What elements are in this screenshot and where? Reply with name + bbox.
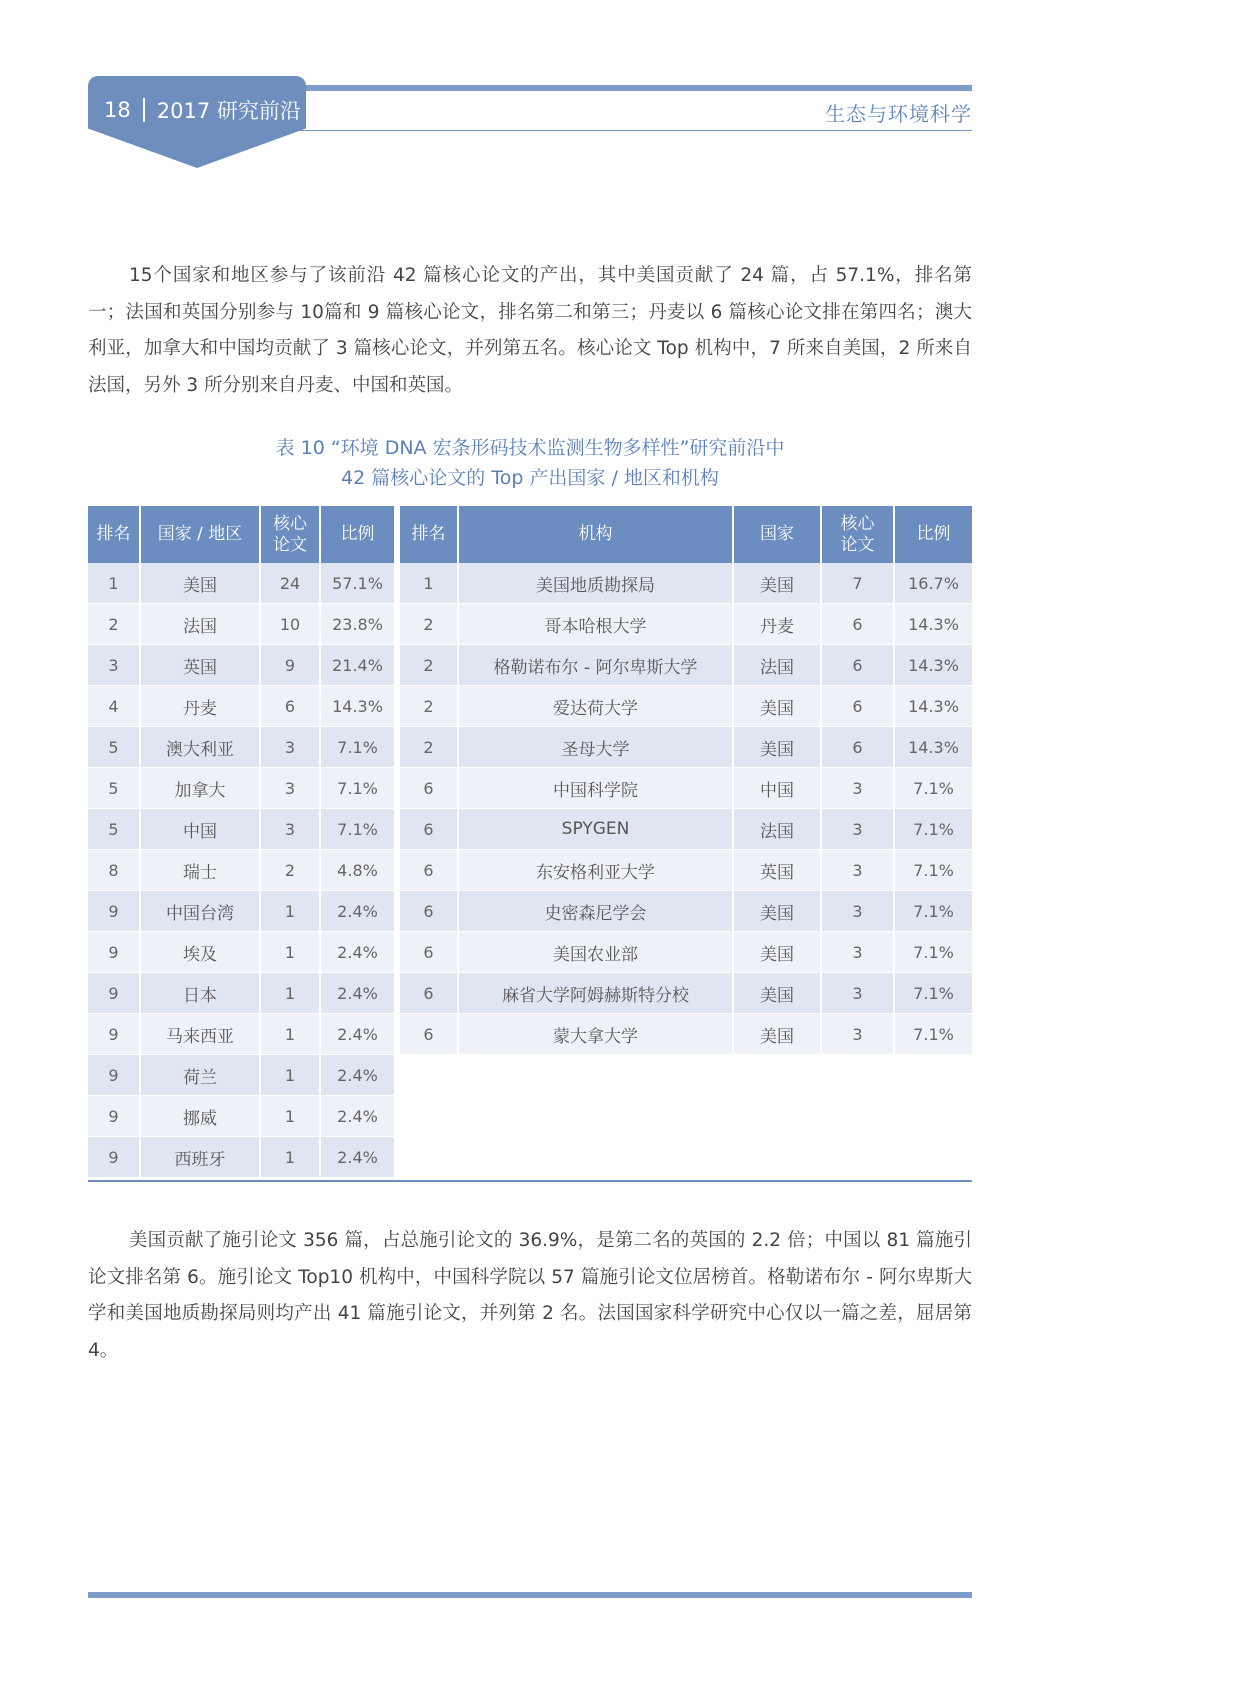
cell-name: 澳大利亚 [141,727,261,768]
cell-rank: 1 [400,563,459,604]
table-caption-line1: 表 10 “环境 DNA 宏条形码技术监测生物多样性”研究前沿中 [275,437,785,459]
cell-share: 23.8% [321,604,394,645]
cell-rank: 9 [88,973,141,1014]
cell-name: 爱达荷大学 [459,686,734,727]
cell-rank: 6 [400,973,459,1014]
header-rule-thin [300,130,972,131]
closing-paragraph: 美国贡献了施引论文 356 篇，占总施引论文的 36.9%，是第二名的英国的 2.2 倍；中国以 81 篇施引论文排名第 6。施引论文 Top10 机构中，中国科学院以 57 篇施引论文位居榜首。格勒诺布尔 - 阿尔卑斯大学和美国地质勘探局则均产出 41 篇施引论文，并列第 2 名。法国国家科学研究中心仅以一篇之差，屈居第 4。 [88,1230,972,1361]
cell-name: 法国 [141,604,261,645]
cell-share: 14.3% [895,727,972,768]
cell-papers: 3 [822,768,895,809]
table-bottom-rule [88,1180,972,1182]
table-row [88,604,394,645]
cell-share: 14.3% [895,645,972,686]
cell-papers: 3 [261,768,321,809]
cell-rank: 9 [88,891,141,932]
cell-share: 16.7% [895,563,972,604]
cell-papers: 9 [261,645,321,686]
cell-name: SPYGEN [459,809,734,850]
cell-name: 日本 [141,973,261,1014]
table-row [88,686,394,727]
country-table-header [88,506,394,563]
cell-share: 2.4% [321,891,394,932]
cell-rank: 6 [400,1014,459,1055]
cell-rank: 9 [88,1055,141,1096]
table-row [400,809,972,850]
cell-share: 2.4% [321,1055,394,1096]
table-row [88,727,394,768]
header-papers [261,506,321,563]
section-title: 生态与环境科学 [825,102,972,126]
header-divider [143,98,145,122]
cell-rank: 5 [88,768,141,809]
cell-share: 14.3% [895,686,972,727]
cell-papers: 1 [261,932,321,973]
cell-papers: 24 [261,563,321,604]
cell-papers: 1 [261,973,321,1014]
cell-rank: 4 [88,686,141,727]
cell-country: 美国 [734,727,822,768]
header-label [88,88,306,132]
cell-share: 14.3% [321,686,394,727]
header-rule-thick [300,85,972,91]
table-caption-line2: 42 篇核心论文的 Top 产出国家 / 地区和机构 [341,467,719,489]
cell-country: 美国 [734,686,822,727]
header-papers-l1: 核心 [273,513,307,534]
cell-name: 史密森尼学会 [459,891,734,932]
cell-papers: 1 [261,1014,321,1055]
cell-rank: 5 [88,809,141,850]
table-row [400,563,972,604]
cell-name: 格勒诺布尔 - 阿尔卑斯大学 [459,645,734,686]
cell-name: 中国 [141,809,261,850]
table-row [400,604,972,645]
cell-papers: 3 [822,891,895,932]
cell-share: 7.1% [321,727,394,768]
header-papers-l1: 核心 [840,513,875,534]
institution-table-body [400,563,972,1055]
cell-share: 7.1% [321,768,394,809]
cell-name: 马来西亚 [141,1014,261,1055]
cell-share: 2.4% [321,932,394,973]
cell-name: 美国 [141,563,261,604]
cell-country: 英国 [734,850,822,891]
cell-share: 7.1% [895,1014,972,1055]
institution-table [400,506,972,1055]
cell-share: 57.1% [321,563,394,604]
table-row [88,1137,394,1178]
table-row [400,686,972,727]
cell-rank: 6 [400,768,459,809]
table-row [400,727,972,768]
cell-share: 7.1% [895,932,972,973]
cell-name: 东安格利亚大学 [459,850,734,891]
cell-share: 7.1% [321,809,394,850]
cell-share: 7.1% [895,891,972,932]
cell-country: 美国 [734,1014,822,1055]
cell-name: 英国 [141,645,261,686]
table-row [400,768,972,809]
cell-share: 2.4% [321,1014,394,1055]
cell-papers: 7 [822,563,895,604]
cell-name: 蒙大拿大学 [459,1014,734,1055]
cell-papers: 1 [261,1096,321,1137]
cell-rank: 6 [400,932,459,973]
cell-name: 埃及 [141,932,261,973]
cell-papers: 6 [261,686,321,727]
cell-papers: 3 [261,727,321,768]
cell-name: 荷兰 [141,1055,261,1096]
header-share: 比例 [321,506,394,563]
cell-papers: 1 [261,1137,321,1178]
cell-country: 丹麦 [734,604,822,645]
cell-country: 中国 [734,768,822,809]
header-papers [822,506,895,563]
cell-papers: 3 [822,1014,895,1055]
cell-share: 7.1% [895,809,972,850]
table-row [88,1055,394,1096]
cell-country: 美国 [734,932,822,973]
table-row [400,932,972,973]
cell-papers: 10 [261,604,321,645]
cell-rank: 1 [88,563,141,604]
cell-papers: 6 [822,604,895,645]
cell-name: 圣母大学 [459,727,734,768]
book-title: 2017 研究前沿 [156,99,301,123]
table-row [88,809,394,850]
institution-table-header [400,506,972,563]
cell-share: 7.1% [895,768,972,809]
cell-papers: 6 [822,727,895,768]
cell-papers: 3 [822,809,895,850]
header-country: 国家 [734,506,822,563]
cell-country: 法国 [734,645,822,686]
cell-papers: 3 [822,973,895,1014]
cell-rank: 2 [400,604,459,645]
header-institution: 机构 [459,506,734,563]
cell-share: 4.8% [321,850,394,891]
country-table-body [88,563,394,1178]
page-number: 18 [104,98,131,122]
cell-name: 中国台湾 [141,891,261,932]
cell-papers: 1 [261,1055,321,1096]
table-row [400,850,972,891]
cell-rank: 9 [88,1137,141,1178]
cell-papers: 2 [261,850,321,891]
cell-rank: 9 [88,932,141,973]
table-row [88,973,394,1014]
table-row [88,1014,394,1055]
header-rank: 排名 [400,506,459,563]
cell-country: 美国 [734,563,822,604]
cell-rank: 2 [400,686,459,727]
cell-rank: 2 [400,727,459,768]
header-papers-l2: 论文 [840,534,875,555]
cell-rank: 2 [400,645,459,686]
cell-papers: 6 [822,686,895,727]
cell-rank: 9 [88,1014,141,1055]
cell-share: 2.4% [321,973,394,1014]
cell-country: 美国 [734,973,822,1014]
cell-name: 丹麦 [141,686,261,727]
header-country: 国家 / 地区 [141,506,261,563]
cell-name: 麻省大学阿姆赫斯特分校 [459,973,734,1014]
cell-share: 14.3% [895,604,972,645]
cell-name: 中国科学院 [459,768,734,809]
cell-rank: 6 [400,850,459,891]
cell-rank: 5 [88,727,141,768]
cell-share: 2.4% [321,1137,394,1178]
cell-rank: 6 [400,891,459,932]
cell-name: 加拿大 [141,768,261,809]
cell-papers: 1 [261,891,321,932]
header-share: 比例 [895,506,972,563]
table-row [400,645,972,686]
table-row [400,1014,972,1055]
table-row [88,768,394,809]
cell-share: 7.1% [895,973,972,1014]
header-papers-l2: 论文 [273,534,307,555]
cell-name: 挪威 [141,1096,261,1137]
cell-rank: 9 [88,1096,141,1137]
table-row [400,891,972,932]
cell-name: 西班牙 [141,1137,261,1178]
cell-papers: 6 [822,645,895,686]
cell-papers: 3 [822,932,895,973]
cell-country: 法国 [734,809,822,850]
intro-paragraph: 15个国家和地区参与了该前沿 42 篇核心论文的产出，其中美国贡献了 24 篇，占 57.1%，排名第一；法国和英国分别参与 10篇和 9 篇核心论文，排名第二和第三；丹麦以 6 篇核心论文排在第四名；澳大利亚，加拿大和中国均贡献了 3 篇核心论文，并列第五名。核心论文 Top 机构中，7 所来自美国，2 所来自法国，另外 3 所分别来自丹麦、中国和英国。 [88,265,972,396]
cell-share: 7.1% [895,850,972,891]
table-row [88,891,394,932]
table-row [88,932,394,973]
table-row [88,563,394,604]
cell-name: 哥本哈根大学 [459,604,734,645]
header-rank: 排名 [88,506,141,563]
cell-name: 美国地质勘探局 [459,563,734,604]
cell-rank: 2 [88,604,141,645]
table-row [88,645,394,686]
table-row [88,1096,394,1137]
country-table [88,506,394,1178]
cell-share: 21.4% [321,645,394,686]
cell-country: 美国 [734,891,822,932]
cell-rank: 8 [88,850,141,891]
footer-rule [88,1592,972,1598]
cell-name: 瑞士 [141,850,261,891]
cell-share: 2.4% [321,1096,394,1137]
cell-rank: 3 [88,645,141,686]
cell-papers: 3 [261,809,321,850]
table-row [400,973,972,1014]
cell-papers: 3 [822,850,895,891]
table-row [88,850,394,891]
cell-name: 美国农业部 [459,932,734,973]
cell-rank: 6 [400,809,459,850]
